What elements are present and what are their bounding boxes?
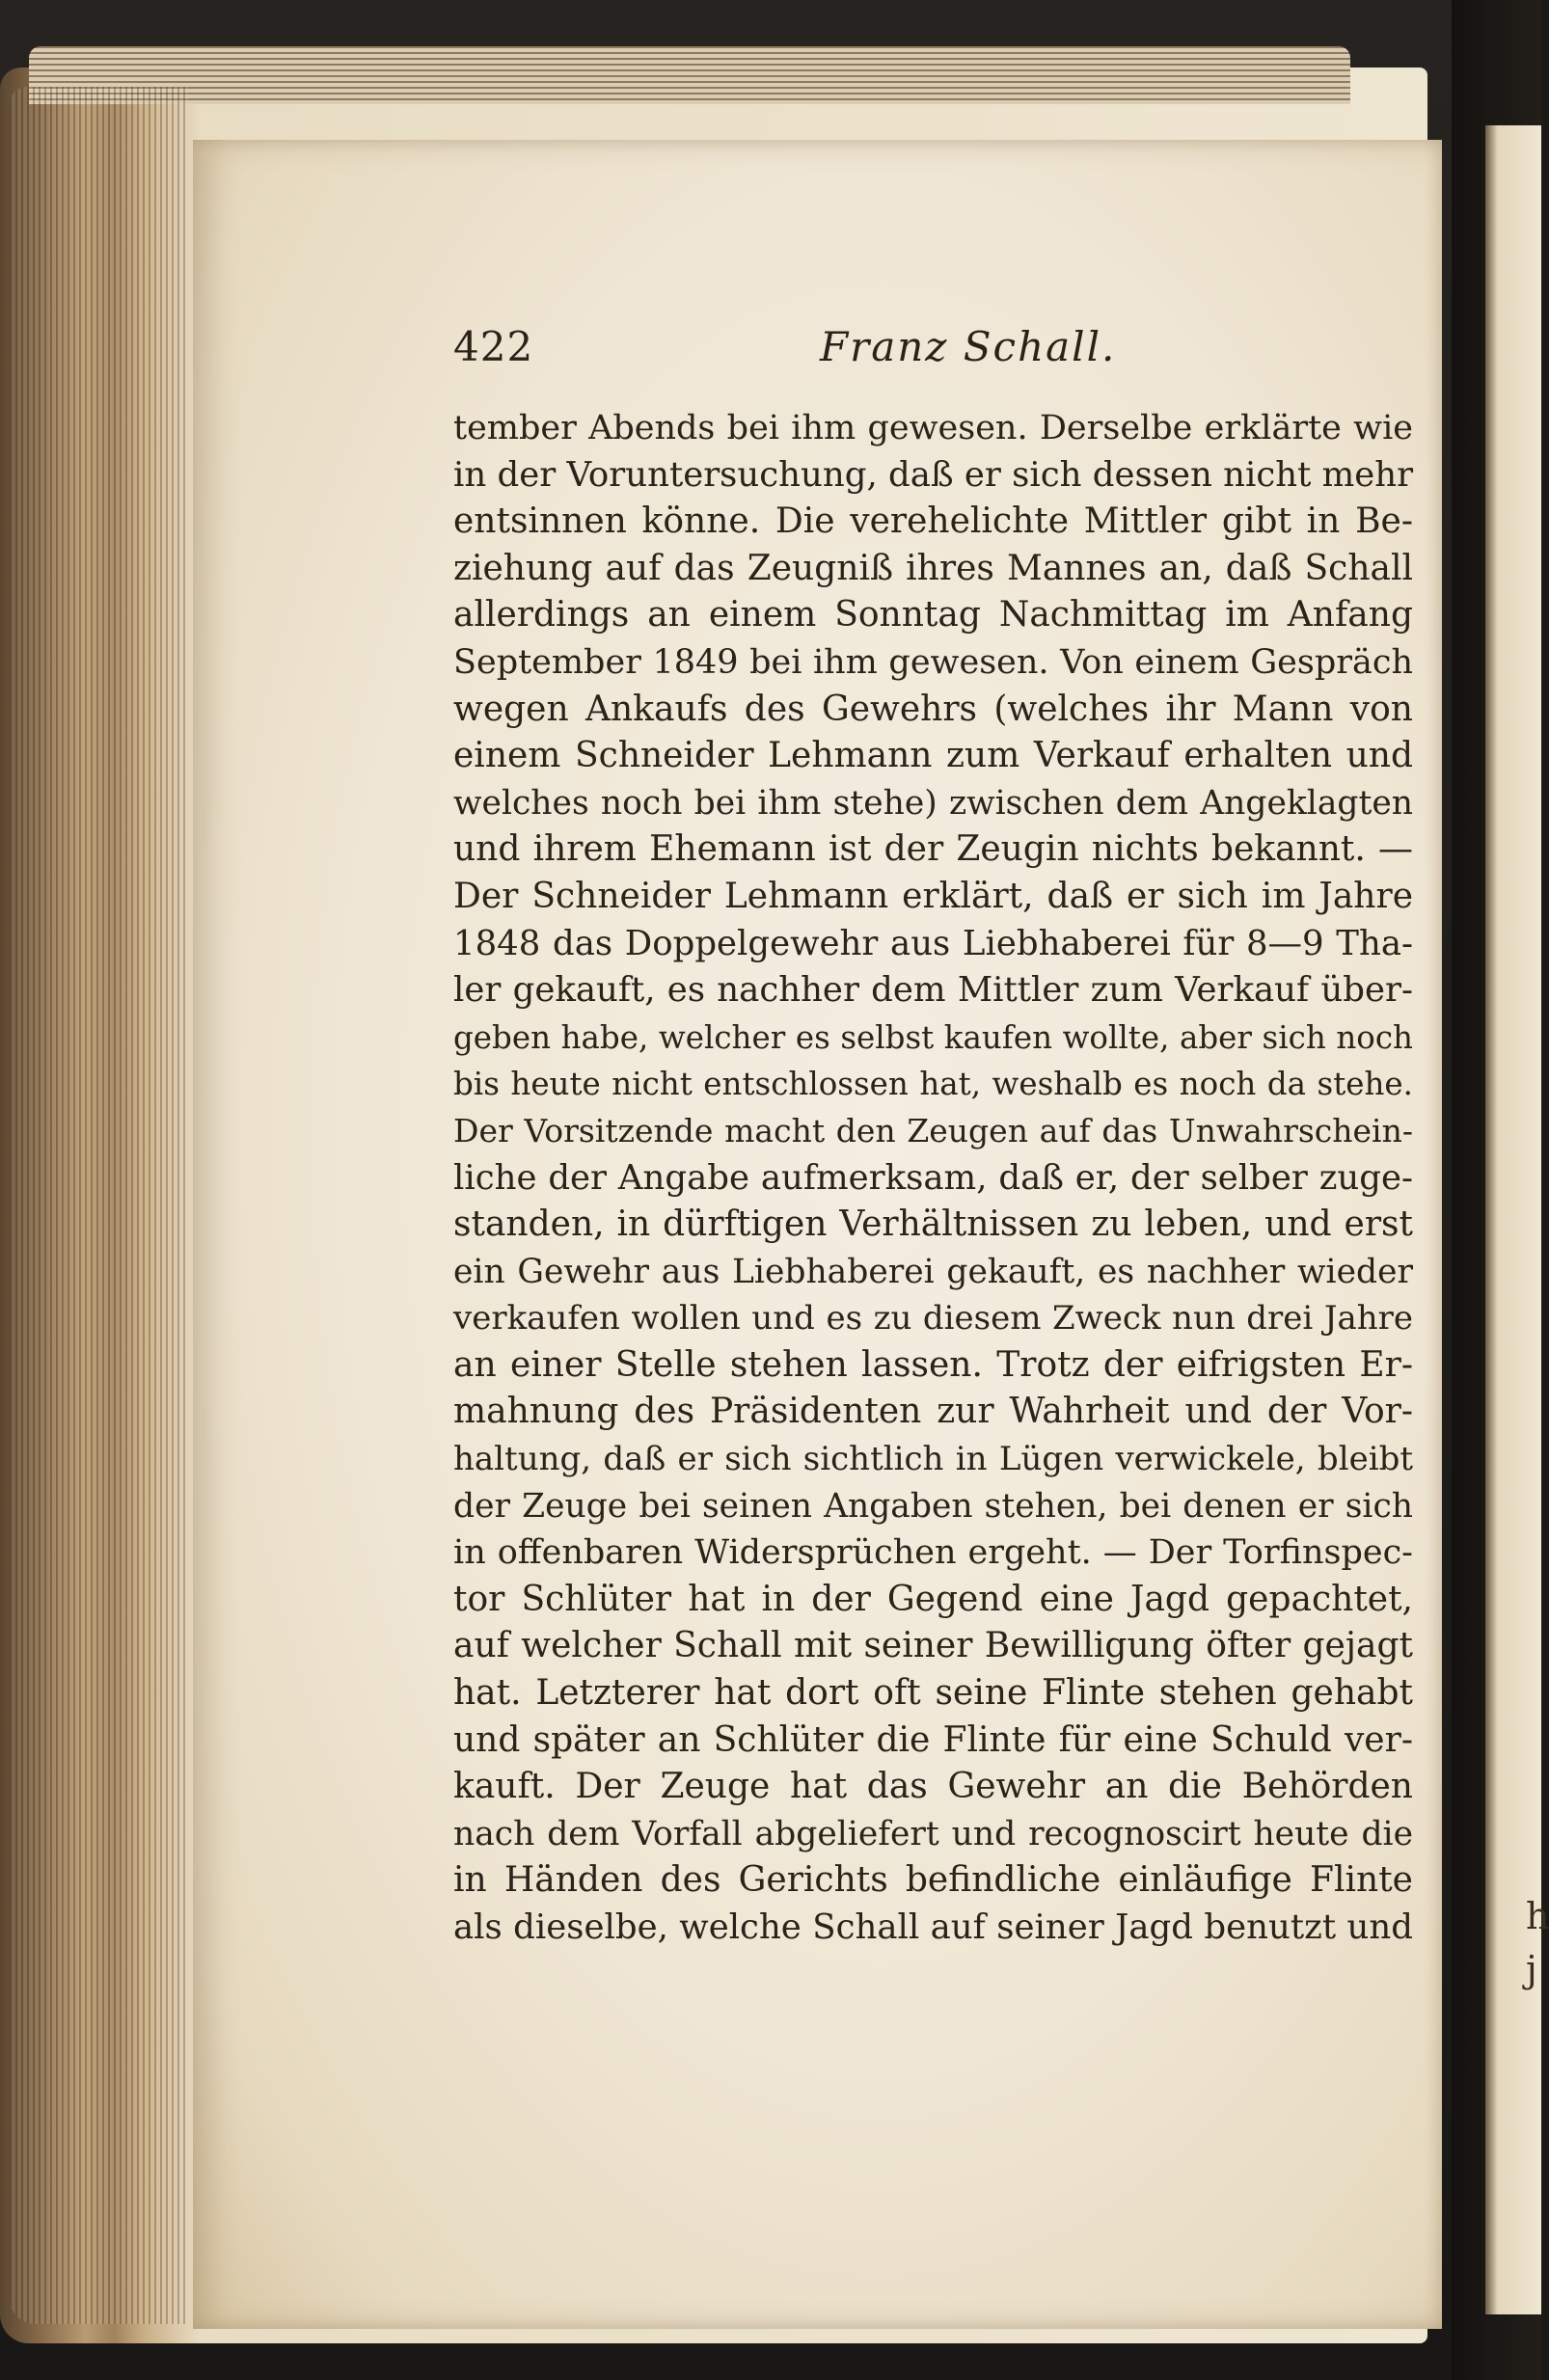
text-line: verkaufen wollen und es zu diesem Zweck nun drei Jahre [453, 1299, 1413, 1339]
text-line: Der Vorsitzende macht den Zeugen auf das Unwahrschein- [453, 1111, 1413, 1149]
text-line: Der Schneider Lehmann erklärt, daß er sich im Jahre [453, 876, 1413, 916]
text-line: ler gekauft, es nachher dem Mittler zum Verkauf über- [453, 970, 1413, 1011]
text-line: allerdings an einem Sonntag Nachmittag im Anfang [453, 595, 1413, 636]
text-line: nach dem Vorfall abgeliefert und recognoscirt heute die [453, 1814, 1413, 1853]
text-line: in der Voruntersuchung, daß er sich dessen nicht mehr [453, 454, 1414, 495]
text-line: in offenbaren Widersprüchen ergeht. — Der Torfinspec- [453, 1533, 1413, 1573]
page-edges [10, 87, 188, 2324]
text-line: einem Schneider Lehmann zum Verkauf erhalten und [453, 736, 1413, 776]
text-line: der Zeuge bei seinen Angaben stehen, bei denen er sich [453, 1486, 1413, 1526]
text-line: an einer Stelle stehen lassen. Trotz der eifrigsten Er- [453, 1344, 1413, 1385]
text-line: wegen Ankaufs des Gewehrs (welches ihr Mann von [453, 689, 1413, 729]
text-line: 1848 das Doppelgewehr aus Liebhaberei für 8—9 Tha- [453, 923, 1413, 963]
text-line: geben habe, welcher es selbst kaufen wollte, aber sich noch [453, 1018, 1413, 1056]
text-line: als dieselbe, welche Schall auf seiner Jagd benutzt und [453, 1907, 1413, 1947]
text-line: haltung, daß er sich sichtlich in Lügen verwickele, bleibt [453, 1440, 1413, 1479]
text-line: hat. Letzterer hat dort oft seine Flinte stehen gehabt [453, 1673, 1413, 1714]
body-text [453, 405, 1413, 1952]
text-line: und ihrem Ehemann ist der Zeugin nichts bekannt. — [453, 829, 1413, 870]
text-line: liche der Angabe aufmerksam, daß er, der selber zuge- [453, 1157, 1413, 1198]
text-line: standen, in dürftigen Verhältnissen zu leben, und erst [453, 1204, 1413, 1245]
text-line: bis heute nicht entschlossen hat, weshalb es noch da stehe. [453, 1066, 1413, 1103]
text-line: September 1849 bei ihm gewesen. Von einem Gespräch [453, 642, 1413, 682]
text-line: tor Schlüter hat in der Gegend eine Jagd gepachtet, [453, 1579, 1413, 1619]
text-line: kauft. Der Zeuge hat das Gewehr an die Behörden [453, 1767, 1413, 1807]
text-line: entsinnen könne. Die verehelichte Mittler gibt in Be- [453, 501, 1413, 542]
text-line: ein Gewehr aus Liebhaberei gekauft, es nachher wieder [453, 1252, 1413, 1291]
facing-page-glyph: j [1526, 1948, 1537, 1990]
text-line: welches noch bei ihm stehe) zwischen dem Angeklagten [453, 783, 1413, 823]
facing-page-glyph: h [1526, 1895, 1549, 1937]
text-line: ziehung auf das Zeugniß ihres Mannes an, daß Schall [453, 548, 1413, 588]
running-title: Franz Schall. [820, 323, 1117, 370]
text-line: tember Abends bei ihm gewesen. Derselbe erklärte wie [453, 409, 1413, 447]
book-top-edge [29, 46, 1350, 104]
text-line: und später an Schlüter die Flinte für eine Schuld ver- [453, 1719, 1413, 1760]
text-line: auf welcher Schall mit seiner Bewilligung öfter gejagt [453, 1626, 1413, 1666]
page-number: 422 [453, 323, 534, 370]
text-line: mahnung des Präsidenten zur Wahrheit und der Vor- [453, 1392, 1413, 1432]
running-head [453, 323, 1418, 381]
text-line: in Händen des Gerichts befindliche einläufige Flinte [453, 1860, 1413, 1901]
